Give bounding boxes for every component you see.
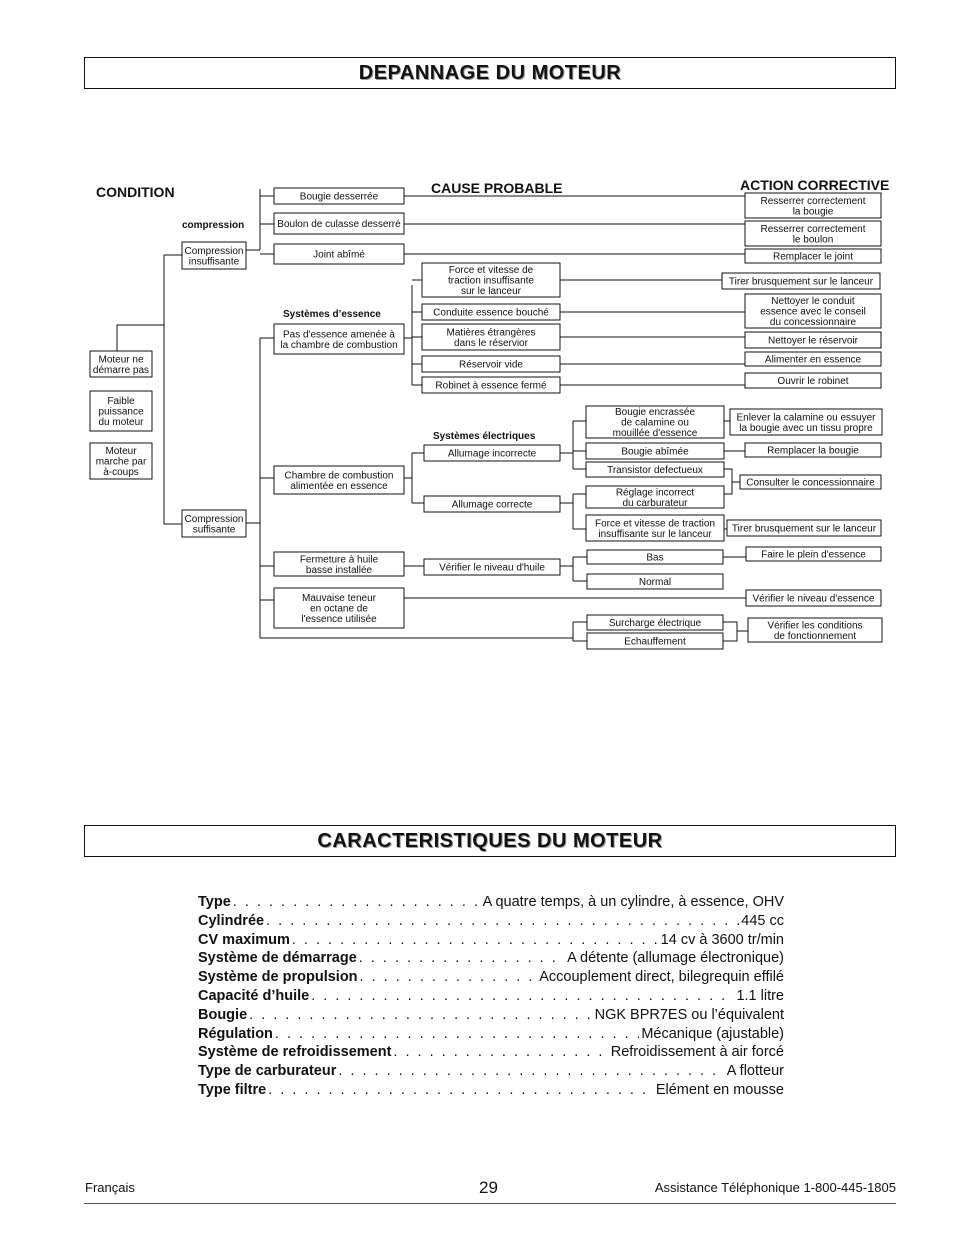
cause-box-text: Force et vitesse de bbox=[448, 265, 534, 276]
action-box-text: Remplacer le joint bbox=[772, 251, 854, 263]
spec-leader-dots bbox=[311, 987, 734, 1006]
label-systemes-electriques: Systèmes électriques bbox=[433, 431, 536, 442]
connector-line bbox=[723, 622, 737, 641]
cause-box-text: en octane de bbox=[310, 603, 368, 615]
spec-value: Refroidissement à air forcé bbox=[610, 1044, 784, 1061]
spec-row bbox=[198, 987, 784, 1006]
action-box-text: Ouvrir le robinet bbox=[777, 376, 849, 387]
cause-box-text: Fermeture à huile bbox=[299, 554, 379, 566]
cause-box-text: Bougie desserrée bbox=[299, 191, 379, 203]
spec-row bbox=[198, 1006, 784, 1025]
cause-box-text: dans le réservior bbox=[454, 337, 528, 349]
spec-label: Type filtre bbox=[198, 1081, 267, 1098]
action-box-text: Nettoyer le réservoir bbox=[767, 335, 859, 347]
cause-box-text: Matières étrangères bbox=[446, 327, 536, 339]
cause-box-text: du carburateur bbox=[622, 497, 688, 509]
condition-box-text: à-coups bbox=[103, 467, 139, 478]
cause-box-text: Allumage incorrecte bbox=[447, 448, 537, 460]
cause-box-text: Chambre de combustion bbox=[284, 470, 394, 482]
cause-box-text: Boulon de culasse desserré bbox=[277, 219, 401, 230]
spec-leader-dots bbox=[292, 931, 659, 950]
spec-row bbox=[198, 968, 784, 987]
action-box-text: de fonctionnement bbox=[773, 630, 857, 642]
connector-line bbox=[164, 255, 182, 524]
spec-leader-dots bbox=[359, 949, 565, 968]
spec-leader-dots bbox=[233, 893, 481, 912]
condition-box-text: Moteur bbox=[105, 446, 137, 457]
action-box-text: essence avec le conseil bbox=[760, 306, 866, 318]
connector-line bbox=[724, 482, 732, 494]
cause-box-text: Bougie abîmée bbox=[621, 446, 689, 458]
action-box-text: la bougie avec un tissu propre bbox=[739, 422, 873, 434]
compression-suffisante-box-text: suffisante bbox=[192, 524, 236, 536]
cause-box-text: sur le lanceur bbox=[460, 286, 522, 297]
condition-box-text: Faible bbox=[107, 396, 135, 407]
label-compression: compression bbox=[182, 220, 245, 231]
flowchart-labels bbox=[93, 177, 889, 648]
condition-box-text: Moteur ne bbox=[98, 354, 144, 366]
spec-value: A détente (allumage électronique) bbox=[567, 950, 784, 967]
spec-value: 1.1 litre bbox=[736, 987, 784, 1004]
footer-helpline: Assistance Téléphonique 1-800-445-1805 bbox=[654, 1180, 896, 1195]
spec-label: Type bbox=[198, 894, 231, 910]
action-box-text: Tirer brusquement sur le lanceur bbox=[731, 523, 877, 535]
condition-box-text: du moteur bbox=[98, 417, 144, 428]
spec-value: 445 cc bbox=[741, 912, 784, 929]
cause-box-text: insuffisante sur le lanceur bbox=[598, 528, 712, 540]
condition-box-text: démarre pas bbox=[92, 364, 150, 376]
cause-box-text: Vérifier le niveau d'huile bbox=[439, 562, 545, 574]
spec-leader-dots bbox=[249, 1006, 592, 1025]
spec-leader-dots bbox=[266, 912, 739, 931]
cause-box-text: Transistor defectueux bbox=[607, 465, 703, 476]
cause-box-text: Bas bbox=[646, 552, 664, 564]
action-box-text: Vérifier les conditions bbox=[767, 620, 863, 632]
spec-label: Type de carburateur bbox=[198, 1063, 337, 1080]
spec-row bbox=[198, 912, 784, 931]
troubleshooting-title: DEPANNAGE DU MOTEUR bbox=[84, 57, 896, 89]
spec-leader-dots bbox=[393, 1043, 608, 1062]
connector-line bbox=[724, 469, 740, 482]
action-box-text: Tirer brusquement sur le lanceur bbox=[728, 276, 874, 288]
cause-box-text: Allumage correcte bbox=[451, 499, 533, 511]
spec-label: CV maximum bbox=[198, 931, 290, 948]
cause-box-text: Robinet à essence fermé bbox=[435, 380, 547, 392]
action-box-text: Remplacer la bougie bbox=[767, 445, 859, 457]
cause-box-text: Mauvaise teneur bbox=[302, 593, 376, 604]
column-header-action: ACTION CORRECTIVE bbox=[740, 177, 890, 193]
cause-box-text: Bougie encrassée bbox=[614, 407, 696, 418]
cause-box-text: la chambre de combustion bbox=[280, 339, 398, 351]
spec-row bbox=[198, 1025, 784, 1044]
column-header-cause: CAUSE PROBABLE bbox=[431, 180, 563, 196]
cause-box-text: Pas d'essence amenée à bbox=[283, 329, 395, 341]
action-box-text: Faire le plein d'essence bbox=[761, 549, 866, 561]
spec-label: Système de propulsion bbox=[198, 969, 358, 986]
footer-language: Français bbox=[85, 1180, 135, 1195]
action-box-text: Alimenter en essence bbox=[764, 354, 862, 366]
cause-box-text: de calamine ou bbox=[621, 417, 689, 429]
cause-box-text: Réservoir vide bbox=[459, 359, 523, 371]
spec-value: Mécanique (ajustable) bbox=[641, 1025, 784, 1042]
compression-suffisante-box-text: Compression bbox=[184, 513, 244, 525]
cause-box-text: traction insuffisante bbox=[448, 275, 534, 287]
specifications-title: CARACTERISTIQUES DU MOTEUR bbox=[84, 825, 896, 857]
action-box-text: Vérifier le niveau d'essence bbox=[752, 593, 875, 605]
cause-box-text: Conduite essence bouché bbox=[433, 307, 549, 319]
spec-value: Accouplement direct, bilegrequin effilé bbox=[539, 969, 784, 986]
action-box-text: la bougie bbox=[792, 206, 834, 218]
spec-value: 14 cv à 3600 tr/min bbox=[660, 931, 784, 948]
action-box-text: le boulon bbox=[792, 234, 834, 246]
spec-value: A quatre temps, à un cylindre, à essence, OHV bbox=[482, 894, 784, 910]
column-header-condition: CONDITION bbox=[96, 184, 175, 200]
spec-value: NGK BPR7ES ou l’équivalent bbox=[594, 1006, 784, 1023]
spec-value: Elément en mousse bbox=[655, 1081, 784, 1098]
spec-row bbox=[198, 1043, 784, 1062]
cause-box-text: l'essence utilisée bbox=[301, 614, 377, 625]
cause-box-text: Normal bbox=[638, 577, 672, 588]
spec-row bbox=[198, 1081, 784, 1100]
condition-box-text: marche par bbox=[95, 456, 147, 468]
label-systemes-essence: Systèmes d’essence bbox=[283, 309, 381, 320]
cause-box-text: Joint abîmé bbox=[313, 249, 365, 261]
action-box-text: Enlever la calamine ou essuyer bbox=[736, 412, 876, 424]
spec-label: Système de démarrage bbox=[198, 950, 357, 967]
spec-leader-dots bbox=[360, 968, 538, 987]
spec-row bbox=[198, 931, 784, 950]
action-box-text: Resserrer correctement bbox=[760, 195, 866, 207]
spec-label: Régulation bbox=[198, 1025, 273, 1042]
cause-box-text: mouillée d'essence bbox=[612, 428, 698, 439]
action-box-text: Nettoyer le conduit bbox=[771, 296, 855, 307]
cause-box-text: alimentée en essence bbox=[290, 480, 388, 492]
cause-box-text: Force et vitesse de traction bbox=[594, 518, 716, 530]
condition-box-text: puissance bbox=[98, 406, 144, 418]
spec-leader-dots bbox=[275, 1025, 639, 1044]
spec-label: Système de refroidissement bbox=[198, 1044, 392, 1061]
cause-box-text: basse installée bbox=[305, 564, 373, 576]
action-box-text: du concessionnaire bbox=[769, 317, 857, 328]
cause-box-text: Echauffement bbox=[624, 636, 686, 648]
spec-row bbox=[198, 1062, 784, 1081]
spec-value: A flotteur bbox=[726, 1063, 784, 1080]
footer-divider bbox=[84, 1203, 896, 1204]
spec-label: Cylindrée bbox=[198, 912, 265, 929]
spec-row bbox=[198, 949, 784, 968]
spec-label: Capacité d’huile bbox=[198, 987, 310, 1004]
compression-insuffisante-box-text: Compression bbox=[184, 245, 244, 257]
page-number: 29 bbox=[479, 1178, 498, 1197]
spec-row bbox=[198, 893, 784, 912]
cause-box-text: Surcharge électrique bbox=[608, 618, 702, 629]
spec-leader-dots bbox=[268, 1081, 654, 1100]
compression-insuffisante-box-text: insuffisante bbox=[188, 256, 240, 268]
specifications-list bbox=[198, 893, 784, 1100]
action-box-text: Consulter le concessionnaire bbox=[746, 477, 875, 489]
spec-label: Bougie bbox=[198, 1006, 248, 1023]
spec-leader-dots bbox=[338, 1062, 724, 1081]
action-box-text: Resserrer correctement bbox=[760, 223, 866, 235]
cause-box-text: Réglage incorrect bbox=[615, 487, 695, 499]
